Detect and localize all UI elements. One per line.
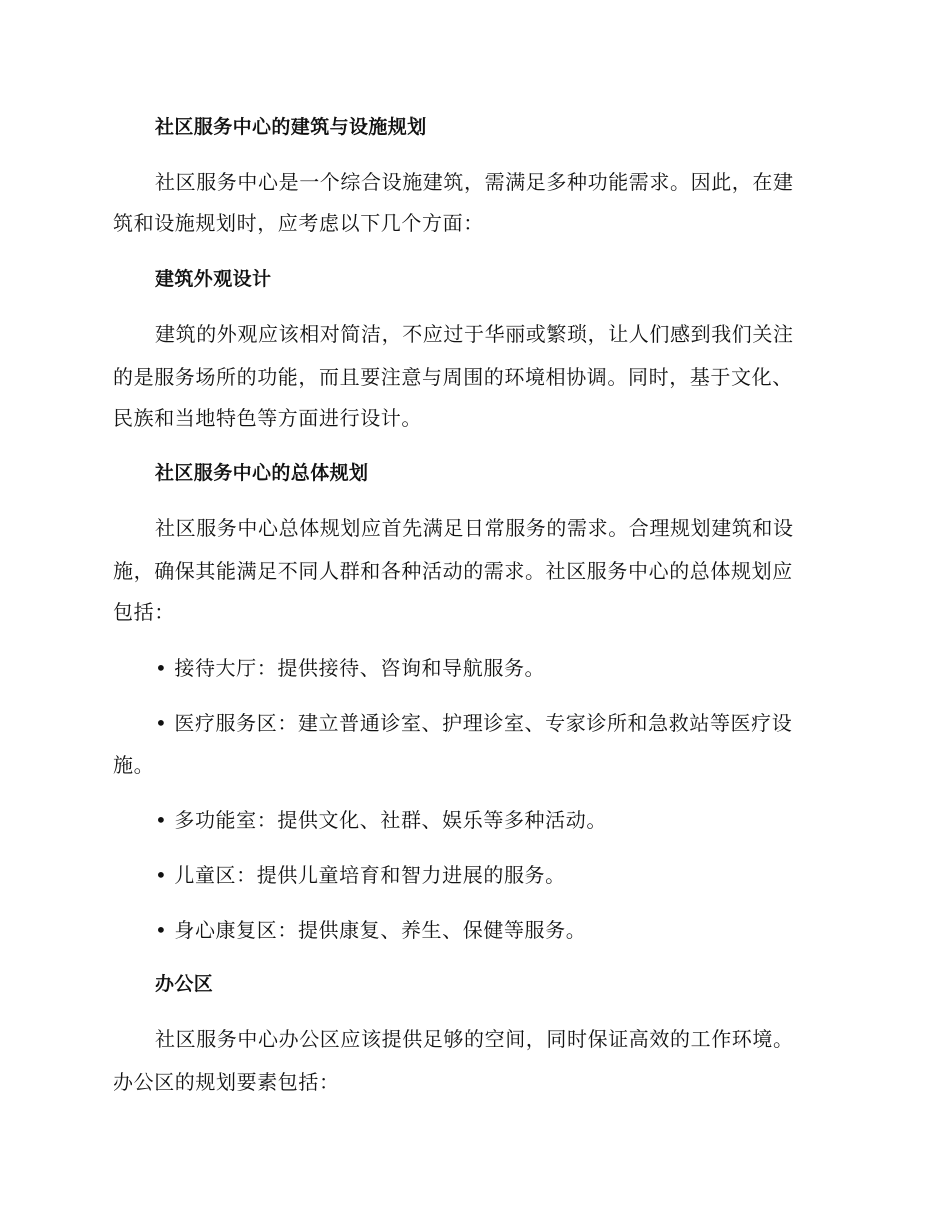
list-item: • 多功能室：提供文化、社群、娱乐等多种活动。 bbox=[155, 808, 607, 832]
paragraph-line: 办公区的规划要素包括： bbox=[113, 1070, 340, 1094]
paragraph-line: 包括： bbox=[113, 600, 175, 624]
paragraph-line: 社区服务中心总体规划应首先满足日常服务的需求。合理规划建筑和设 bbox=[155, 516, 794, 540]
paragraph-line: 民族和当地特色等方面进行设计。 bbox=[113, 406, 422, 430]
paragraph-line: 筑和设施规划时，应考虑以下几个方面： bbox=[113, 211, 484, 235]
paragraph-line: 建筑的外观应该相对简洁，不应过于华丽或繁琐，让人们感到我们关注 bbox=[155, 322, 794, 346]
section-heading-overall-planning: 社区服务中心的总体规划 bbox=[155, 462, 369, 484]
section-heading-exterior-design: 建筑外观设计 bbox=[155, 268, 272, 290]
list-item: • 医疗服务区：建立普通诊室、护理诊室、专家诊所和急救站等医疗设 bbox=[155, 711, 793, 735]
paragraph-line: 施，确保其能满足不同人群和各种活动的需求。社区服务中心的总体规划应 bbox=[113, 559, 793, 583]
paragraph-line: 的是服务场所的功能，而且要注意与周围的环境相协调。同时，基于文化、 bbox=[113, 365, 793, 389]
section-heading-office-area: 办公区 bbox=[155, 973, 214, 995]
list-item-continuation: 施。 bbox=[113, 753, 155, 777]
paragraph-line: 社区服务中心办公区应该提供足够的空间，同时保证高效的工作环境。 bbox=[155, 1027, 794, 1051]
section-heading-facility-planning: 社区服务中心的建筑与设施规划 bbox=[155, 116, 427, 138]
list-item: • 接待大厅：提供接待、咨询和导航服务。 bbox=[155, 656, 546, 680]
paragraph-line: 社区服务中心是一个综合设施建筑，需满足多种功能需求。因此，在建 bbox=[155, 170, 794, 194]
list-item: • 儿童区：提供儿童培育和智力进展的服务。 bbox=[155, 863, 566, 887]
list-item: • 身心康复区：提供康复、养生、保健等服务。 bbox=[155, 918, 587, 942]
